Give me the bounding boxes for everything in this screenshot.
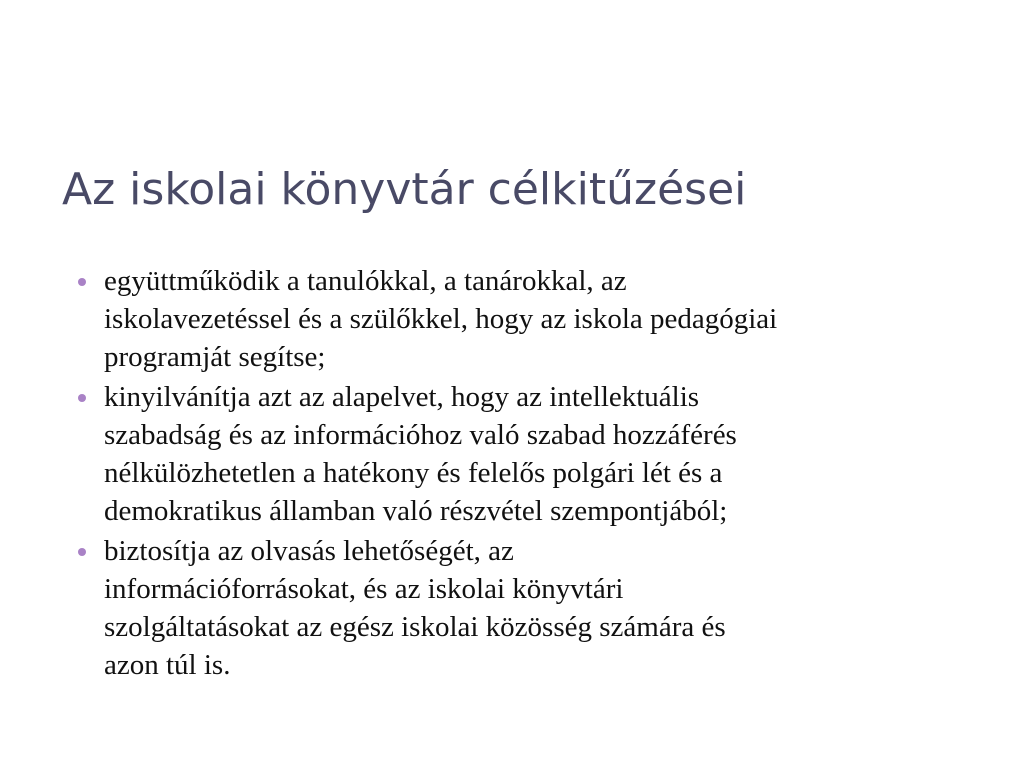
bullet-line: azon túl is. [104, 649, 231, 681]
slide-title: Az iskolai könyvtár célkitűzései [62, 164, 747, 215]
bullet-line: szolgáltatásokat az egész iskolai közösség számára és [104, 611, 726, 643]
bullet-dot-icon [78, 278, 86, 286]
bullet-item-access [78, 532, 978, 684]
bullet-dot-icon [78, 548, 86, 556]
bullet-dot-icon [78, 394, 86, 402]
bullet-item-intellectual-freedom [78, 378, 978, 530]
bullet-line: iskolavezetéssel és a szülőkkel, hogy az iskola pedagógiai [104, 303, 778, 335]
bullet-line: nélkülözhetetlen a hatékony és felelős polgári lét és a [104, 457, 723, 489]
bullet-line: programját segítse; [104, 341, 326, 373]
bullet-line: együttműködik a tanulókkal, a tanárokkal, az [104, 265, 627, 297]
bullet-list [78, 262, 978, 686]
bullet-line: információforrásokat, és az iskolai könyvtári [104, 573, 624, 605]
bullet-item-cooperation [78, 262, 978, 376]
bullet-line: demokratikus államban való részvétel szempontjából; [104, 495, 728, 527]
bullet-line: kinyilvánítja azt az alapelvet, hogy az intellektuális [104, 381, 700, 413]
bullet-line: szabadság és az információhoz való szabad hozzáférés [104, 419, 737, 451]
bullet-line: biztosítja az olvasás lehetőségét, az [104, 535, 514, 567]
